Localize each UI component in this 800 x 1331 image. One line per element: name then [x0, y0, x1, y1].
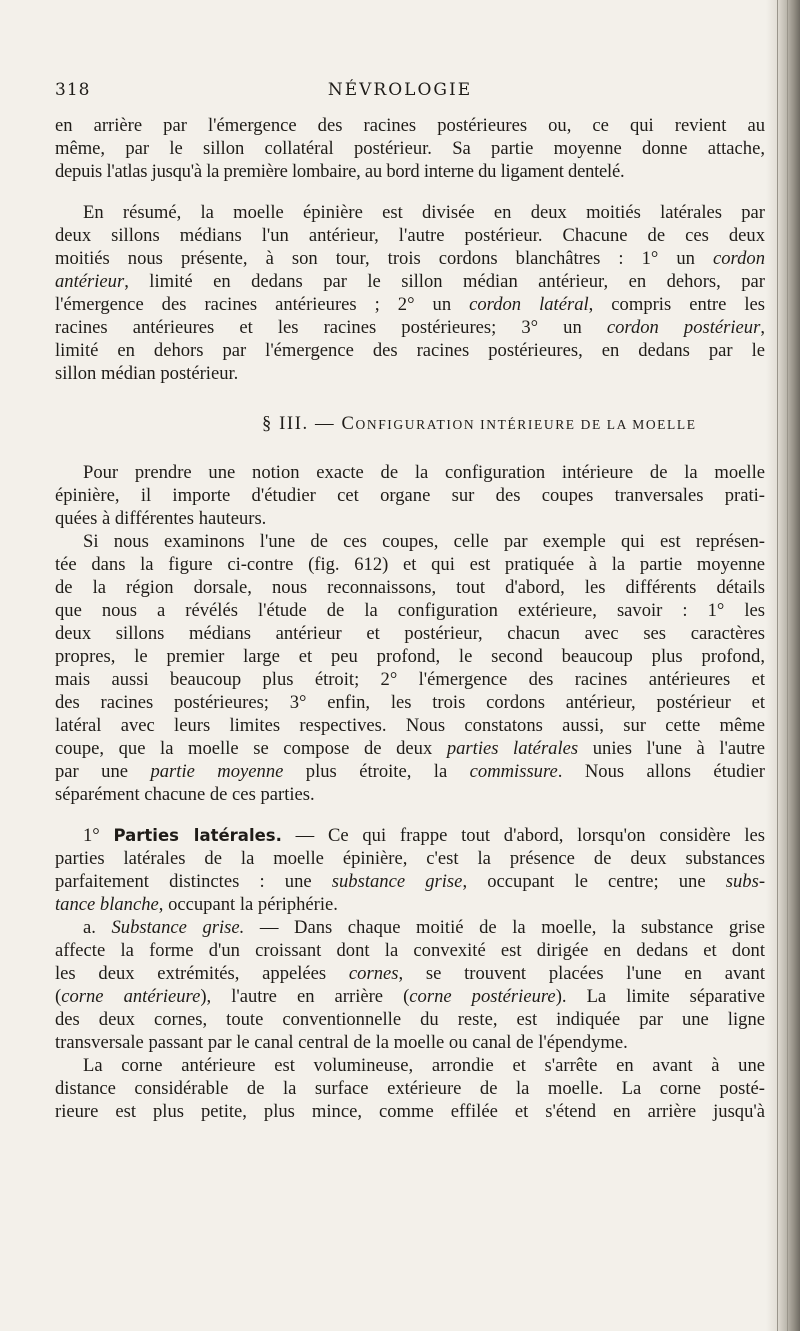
page-number: 318 [55, 80, 91, 100]
text-line: propres, le premier large et peu profond, le second beaucoup plus profond, [55, 646, 765, 667]
text-line: latéral avec leurs limites respectives. Nous constatons aussi, sur cette même [55, 715, 765, 736]
text-line: des deux cornes, toute conventionnelle du reste, est indiquée par une ligne [55, 1009, 765, 1030]
text-line: Si nous examinons l'une de ces coupes, celle par exemple qui est représen- [83, 531, 765, 552]
text-line: depuis l'atlas jusqu'à la première lombaire, au bord interne du ligament dentelé. [55, 161, 625, 182]
paragraph [55, 461, 765, 530]
text-line: séparément chacune de ces parties. [55, 784, 315, 805]
text-line: épinière, il importe d'étudier cet organe sur des coupes tranversales prati- [55, 485, 765, 506]
text-line: mais aussi beaucoup plus étroit; 2° l'émergence des racines antérieures et [55, 669, 765, 690]
text-line: coupe, que la moelle se compose de deux parties latérales unies l'une à l'autre [55, 738, 765, 759]
text-line: deux sillons médians antérieur et postérieur, chacun avec ses caractères [55, 623, 765, 644]
text-line: parties latérales de la moelle épinière, c'est la présence de deux substances [55, 848, 765, 869]
text-line: des racines postérieures; 3° enfin, les trois cordons antérieur, postérieur et [55, 692, 765, 713]
body-text [55, 114, 765, 1123]
text-line: (corne antérieure), l'autre en arrière (corne postérieure). La limite séparative [55, 986, 765, 1007]
text-line: a. Substance grise. — Dans chaque moitié de la moelle, la substance grise [83, 917, 765, 938]
page-edge-line [787, 0, 788, 1331]
paragraph [55, 114, 765, 183]
text-line: quées à différentes hauteurs. [55, 508, 267, 529]
text-line: que nous a révélés l'étude de la configuration extérieure, savoir : 1° les [55, 600, 765, 621]
text-line: en arrière par l'émergence des racines postérieures ou, ce qui revient au [55, 115, 765, 136]
subsection-heading: Parties latérales. [113, 826, 282, 845]
text-line: rieure est plus petite, plus mince, comme effilée et s'étend en arrière jusqu'à [55, 1101, 765, 1122]
paragraph [55, 1054, 765, 1123]
running-title: NÉVROLOGIE [327, 80, 473, 100]
page-header [0, 80, 800, 108]
text-line: sillon médian postérieur. [55, 363, 239, 384]
section-heading: § III. — CONFIGURATION INTÉRIEURE DE LA MOELLE [262, 413, 697, 434]
text-line: distance considérable de la surface extérieure de la moelle. La corne posté- [55, 1078, 765, 1099]
paragraph [55, 201, 765, 385]
text-line: La corne antérieure est volumineuse, arrondie et s'arrête en avant à une [83, 1055, 765, 1076]
page-edge-line [777, 0, 778, 1331]
text-line: tance blanche, occupant la périphérie. [55, 894, 338, 915]
text-line: En résumé, la moelle épinière est divisée en deux moitiés latérales par [83, 202, 765, 223]
text-line: de la région dorsale, nous reconnaissons, tout d'abord, les différents détails [55, 577, 765, 598]
text-line: moitiés nous présente, à son tour, trois cordons blanchâtres : 1° un cordon [55, 248, 765, 269]
text-line: l'émergence des racines antérieures ; 2° un cordon latéral, compris entre les [55, 294, 765, 315]
paragraph [55, 530, 765, 806]
page-edge-shadow [766, 0, 800, 1331]
text-line: affecte la forme d'un croissant dont la convexité est dirigée en dedans et dont [55, 940, 765, 961]
text-line: transversale passant par le canal central de la moelle ou canal de l'épendyme. [55, 1032, 628, 1053]
paragraph [55, 824, 765, 916]
text-line: les deux extrémités, appelées cornes, se trouvent placées l'une en avant [55, 963, 765, 984]
text-line: deux sillons médians l'un antérieur, l'autre postérieur. Chacune de ces deux [55, 225, 765, 246]
text-line: 1° Parties latérales. — Ce qui frappe tout d'abord, lorsqu'on considère les [83, 825, 765, 846]
text-line: limité en dehors par l'émergence des racines postérieures, en dedans par le [55, 340, 765, 361]
text-line: racines antérieures et les racines postérieures; 3° un cordon postérieur, [55, 317, 765, 338]
text-line: Pour prendre une notion exacte de la configuration intérieure de la moelle [83, 462, 765, 483]
paragraph [55, 916, 765, 1054]
text-line: tée dans la figure ci-contre (fig. 612) et qui est pratiquée à la partie moyenne [55, 554, 765, 575]
text-line: antérieur, limité en dedans par le sillon médian antérieur, en dehors, par [55, 271, 765, 292]
text-line: même, par le sillon collatéral postérieur. Sa partie moyenne donne attache, [55, 138, 765, 159]
text-line: par une partie moyenne plus étroite, la commissure. Nous allons étudier [55, 761, 765, 782]
text-line: parfaitement distinctes : une substance grise, occupant le centre; une subs- [55, 871, 765, 892]
